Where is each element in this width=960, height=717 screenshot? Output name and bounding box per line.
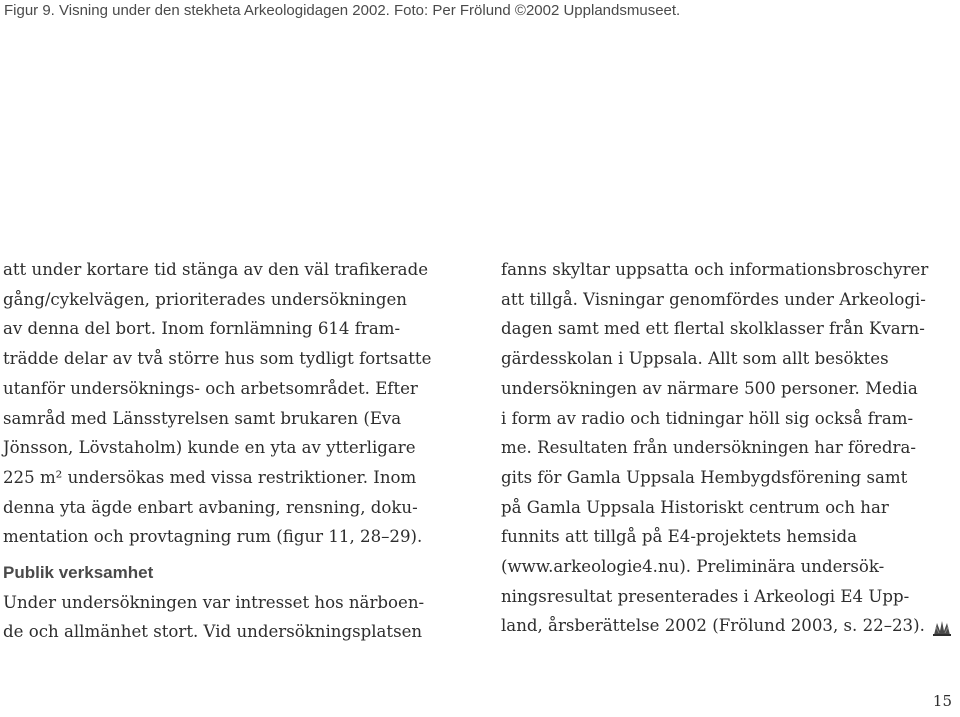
body-line: ningsresultat presenterades i Arkeologi E4 Upp- <box>501 586 910 606</box>
body-line: trädde delar av två större hus som tydligt fortsatte <box>3 349 432 369</box>
body-line: dagen samt med ett flertal skolklasser från Kvarn- <box>501 319 925 339</box>
body-line: av denna del bort. Inom fornlämning 614 fram- <box>3 319 401 339</box>
body-line: Under undersökningen var intresset hos närboen- <box>3 592 425 612</box>
body-line: 225 m² undersökas med vissa restriktioner. Inom <box>3 467 417 487</box>
body-line-last <box>501 611 960 641</box>
body-line: me. Resultaten från undersökningen har föredra- <box>501 438 916 458</box>
end-of-article-icon <box>931 617 953 637</box>
body-line: mentation och provtagning rum (figur 11, 28–29). <box>3 527 423 547</box>
body-line: gång/cykelvägen, prioriterades undersökningen <box>3 289 407 309</box>
left-column <box>3 255 473 647</box>
body-line: undersökningen av närmare 500 personer. Media <box>501 378 918 398</box>
body-line: att tillgå. Visningar genomfördes under Arkeologi- <box>501 289 926 309</box>
body-line: i form av radio och tidningar höll sig också fram- <box>501 408 914 428</box>
body-line: gärdesskolan i Uppsala. Allt som allt besöktes <box>501 349 889 369</box>
body-line: fanns skyltar uppsatta och informationsbroschyrer <box>501 260 929 279</box>
body-line: de och allmänhet stort. Vid undersökningsplatsen <box>3 622 423 642</box>
body-line: samråd med Länsstyrelsen samt brukaren (Eva <box>3 408 402 428</box>
body-line: funnits att tillgå på E4-projektets hemsida <box>501 527 858 547</box>
section-heading: Publik verksamhet <box>3 563 154 583</box>
right-column <box>501 255 960 641</box>
last-line-text: land, årsberättelse 2002 (Frölund 2003, s. 22–23). <box>501 616 925 636</box>
body-line: (www.arkeologie4.nu). Preliminära undersök- <box>501 557 885 577</box>
body-line: Jönsson, Lövstaholm) kunde en yta av ytterligare <box>3 438 416 458</box>
page-number: 15 <box>932 692 952 710</box>
body-line: på Gamla Uppsala Historiskt centrum och har <box>501 497 889 517</box>
body-line: utanför undersöknings- och arbetsområdet. Efter <box>3 378 418 398</box>
body-line: gits för Gamla Uppsala Hembygdsförening samt <box>501 467 908 487</box>
body-line: att under kortare tid stänga av den väl trafikerade <box>3 260 429 279</box>
body-line: denna yta ägde enbart avbaning, rensning, doku- <box>3 497 418 517</box>
figure-caption: Figur 9. Visning under den stekheta Arkeologidagen 2002. Foto: Per Frölund ©2002 Upplandsmuseet. <box>4 2 681 19</box>
